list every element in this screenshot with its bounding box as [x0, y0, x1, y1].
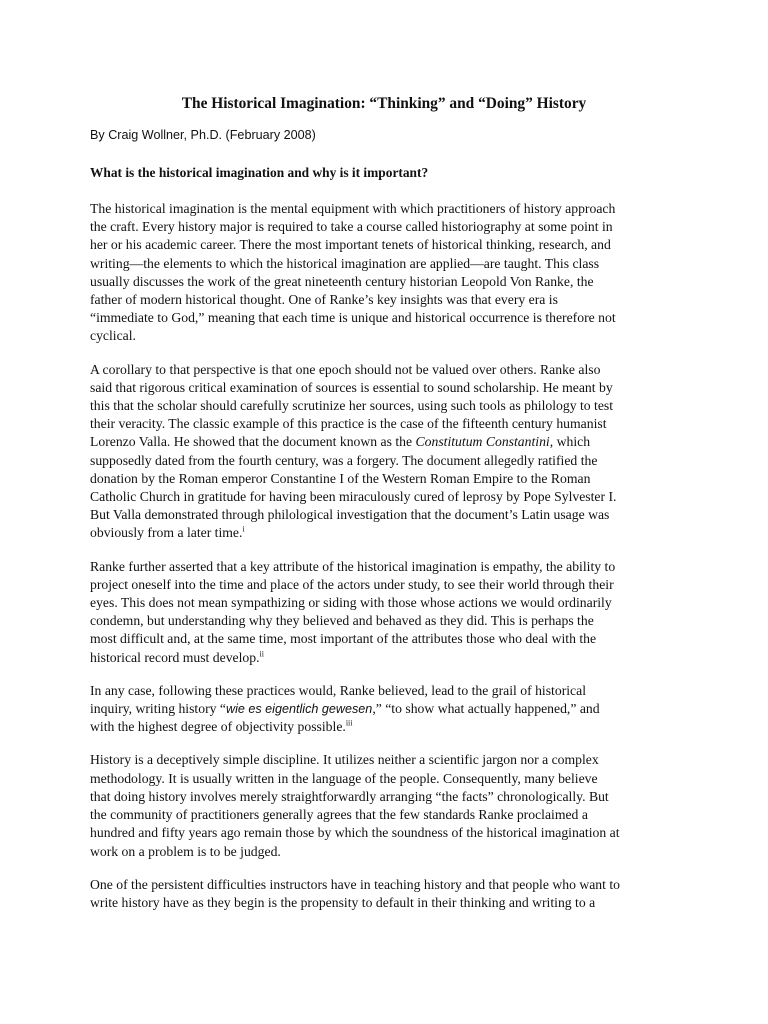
text-segment: write history have as they begin is the propensity to default in their thinking and writing to a	[90, 894, 596, 910]
text-line	[90, 594, 690, 612]
text-segment: the craft. Every history major is required to take a course called historiography at some point in	[90, 219, 613, 235]
text-line	[90, 770, 690, 788]
italic-title: Constitutum Constantini	[415, 434, 550, 450]
text-line	[90, 506, 690, 524]
text-line	[90, 894, 690, 912]
text-line	[90, 200, 690, 218]
text-segment: eyes. This does not mean sympathizing or siding with those whose actions we would ordinarily	[90, 595, 612, 611]
text-segment: her or his academic career. There the most important tenets of historical thinking, research, and	[90, 237, 611, 253]
text-line	[90, 236, 690, 254]
text-segment: this that the scholar should carefully scrutinize her sources, using such tools as philology to test	[90, 398, 614, 414]
text-segment: said that rigorous critical examination of sources is essential to sound scholarship. He meant by	[90, 379, 613, 395]
text-line	[90, 488, 690, 506]
text-segment: hundred and fifty years ago remain those by which the soundness of the historical imagination at	[90, 825, 620, 841]
text-segment: In any case, following these practices would, Ranke believed, lead to the grail of historical	[90, 682, 587, 698]
text-segment: writing—the elements to which the historical imagination are applied—are taught. This class	[90, 255, 600, 271]
text-segment: historical record must develop.	[90, 649, 260, 665]
endnote-marker[interactable]: iii	[345, 718, 353, 728]
text-line	[90, 630, 690, 648]
paragraph	[90, 682, 690, 737]
text-line	[90, 718, 690, 736]
paragraph	[90, 751, 690, 860]
text-line	[90, 291, 690, 309]
text-segment: , which	[549, 434, 591, 450]
text-line	[90, 255, 690, 273]
document-title: The Historical Imagination: “Thinking” and “Doing” History	[181, 95, 587, 112]
text-line	[90, 788, 690, 806]
text-segment: work on a problem is to be judged.	[90, 843, 281, 859]
text-line	[90, 682, 690, 700]
italic-quote: wie es eigentlich gewesen	[225, 702, 373, 717]
text-segment: usually discusses the work of the great nineteenth century historian Leopold Von Ranke, the	[90, 273, 594, 289]
text-line	[90, 843, 690, 861]
endnote-marker[interactable]: i	[242, 524, 245, 534]
text-segment: cyclical.	[90, 328, 136, 344]
text-segment: But Valla demonstrated through philological investigation that the document’s Latin usage was	[90, 507, 610, 523]
paragraph	[90, 558, 690, 667]
text-segment: that doing history involves merely straightforwardly arranging “the facts” chronologically. But	[90, 788, 609, 804]
text-segment: condemn, but understanding why they believed and behaved as they did. This is perhaps the	[90, 613, 594, 629]
text-segment: their veracity. The classic example of this practice is the case of the fifteenth century humanist	[90, 416, 607, 432]
text-segment: methodology. It is usually written in the language of the people. Consequently, many believe	[90, 770, 598, 786]
text-segment: donation by the Roman emperor Constantine I of the Western Roman Empire to the Roman	[90, 470, 591, 486]
text-segment: ,” “to show what actually happened,” and	[372, 701, 600, 717]
text-line	[90, 470, 690, 488]
text-line	[90, 361, 690, 379]
text-line	[90, 452, 690, 470]
paragraph	[90, 200, 690, 346]
paragraph	[90, 361, 690, 543]
text-line	[90, 397, 690, 415]
text-segment: One of the persistent difficulties instructors have in teaching history and that people who want to	[90, 876, 621, 892]
text-segment: with the highest degree of objectivity possible.	[90, 719, 346, 735]
text-line	[90, 273, 690, 291]
text-segment: project oneself into the time and place of the actors under study, to see their world through their	[90, 576, 614, 592]
text-segment: inquiry, writing history “	[90, 701, 226, 717]
text-segment: History is a deceptively simple discipline. It utilizes neither a scientific jargon nor a complex	[90, 752, 599, 768]
document-body	[90, 200, 690, 927]
text-line	[90, 700, 690, 718]
text-segment: obviously from a later time.	[90, 525, 243, 541]
text-segment: Catholic Church in gratitude for having been miraculously cured of leprosy by Pope Sylvester I.	[90, 489, 617, 505]
text-segment: The historical imagination is the mental equipment with which practitioners of history approach	[90, 201, 616, 216]
text-line	[90, 309, 690, 327]
text-line	[90, 876, 690, 894]
author-byline: By Craig Wollner, Ph.D. (February 2008)	[90, 128, 316, 142]
text-line	[90, 806, 690, 824]
text-line	[90, 751, 690, 769]
text-segment: supposedly dated from the fourth century, was a forgery. The document allegedly ratified the	[90, 452, 598, 468]
text-line	[90, 218, 690, 236]
text-segment: Lorenzo Valla. He showed that the document known as the	[90, 434, 416, 450]
text-segment: father of modern historical thought. One of Ranke’s key insights was that every era is	[90, 292, 558, 308]
text-line	[90, 415, 690, 433]
endnote-marker[interactable]: ii	[259, 649, 264, 659]
text-line	[90, 524, 690, 542]
text-line	[90, 379, 690, 397]
text-line	[90, 649, 690, 667]
text-segment: A corollary to that perspective is that one epoch should not be valued over others. Ranke also	[90, 361, 601, 377]
paragraph	[90, 876, 690, 912]
text-segment: most difficult and, at the same time, most important of the attributes those who deal with the	[90, 631, 597, 647]
text-line	[90, 612, 690, 630]
text-line	[90, 576, 690, 594]
text-segment: the community of practitioners generally agrees that the few standards Ranke proclaimed a	[90, 807, 588, 823]
text-line	[90, 558, 690, 576]
section-heading: What is the historical imagination and why is it important?	[90, 165, 429, 180]
text-line	[90, 824, 690, 842]
text-segment: “immediate to God,” meaning that each time is unique and historical occurrence is therefore not	[90, 310, 616, 326]
text-line	[90, 327, 690, 345]
text-line	[90, 433, 690, 451]
text-segment: Ranke further asserted that a key attribute of the historical imagination is empathy, the ability to	[90, 558, 616, 574]
